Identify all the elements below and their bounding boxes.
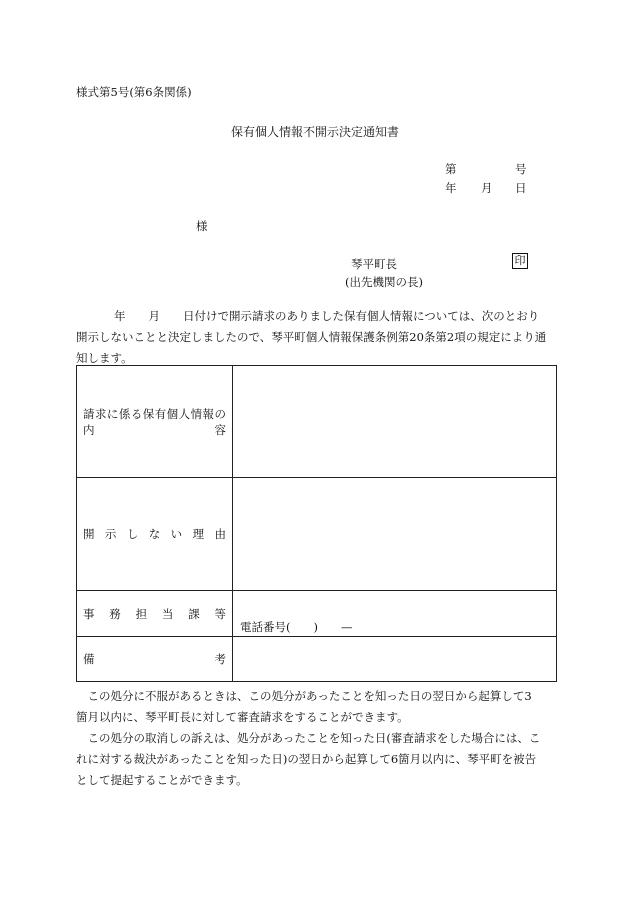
- intro-text: 日付けで開示請求のありました保有個人情報については、次のとおり: [183, 309, 540, 323]
- date-month: 月: [481, 181, 493, 195]
- issuer-name: 琴平町長: [351, 257, 397, 271]
- label-department: [77, 591, 233, 637]
- table-row-remarks: [77, 637, 557, 682]
- note-2-line-2: れに対する裁決があったことを知った日)の翌日から起算して6箇月以内に、琴平町を被告: [76, 752, 537, 766]
- note-2-line-1: この処分の取消しの訴えは、処分があったことを知った日(審査請求をした場合には、こ: [76, 731, 541, 745]
- intro-year: 年: [114, 309, 126, 323]
- table-row-content: [77, 366, 557, 478]
- label-kou: 考: [214, 652, 226, 666]
- label-request-content: [77, 366, 233, 478]
- issuer-agency: (出先機関の長): [345, 275, 423, 289]
- field-request-content[interactable]: [233, 366, 557, 478]
- info-table: [76, 365, 557, 682]
- intro-line-1: [76, 306, 554, 327]
- label-department-text: 事務担当課等: [83, 606, 226, 621]
- form-number: 様式第5号(第6条関係): [76, 85, 192, 99]
- note-2-line-3: として提起することができます。: [76, 773, 248, 787]
- label-reason-text: 開示しない理由: [83, 527, 226, 541]
- table-row-department: [77, 591, 557, 637]
- label-uchi: 内: [83, 422, 95, 437]
- intro-month: 月: [148, 309, 160, 323]
- label-bi: 備: [83, 652, 95, 666]
- notes: [76, 686, 554, 791]
- document-title: 保有個人情報不開示決定通知書: [230, 125, 399, 139]
- label-you: 容: [214, 422, 226, 437]
- table-row-reason: [77, 478, 557, 591]
- intro-line-3: 知します。: [76, 351, 133, 365]
- phone-number-label: 電話番号( ) —: [240, 620, 353, 634]
- label-request-content-line1: 請求に係る保有個人情報の: [83, 406, 226, 421]
- label-reason: [77, 478, 233, 591]
- date-day: 日: [515, 181, 527, 195]
- label-request-content-line2: [83, 422, 226, 438]
- doc-number-suffix: 号: [515, 162, 527, 176]
- field-department[interactable]: [233, 591, 557, 637]
- intro-paragraph: [76, 306, 554, 369]
- note-1-line-1: この処分に不服があるときは、この処分があったことを知った日の翌日から起算して3: [76, 689, 532, 703]
- doc-number-prefix: 第: [445, 162, 457, 176]
- recipient-suffix: 様: [196, 219, 208, 233]
- label-remarks: [77, 637, 233, 682]
- field-reason[interactable]: [233, 478, 557, 591]
- seal-mark: 印: [512, 253, 528, 269]
- date-year: 年: [445, 181, 457, 195]
- note-1-line-2: 箇月以内に、琴平町長に対して審査請求をすることができます。: [76, 710, 409, 724]
- field-remarks[interactable]: [233, 637, 557, 682]
- intro-line-2: 開示しないことと決定しましたので、琴平町個人情報保護条例第20条第2項の規定により通: [76, 330, 547, 344]
